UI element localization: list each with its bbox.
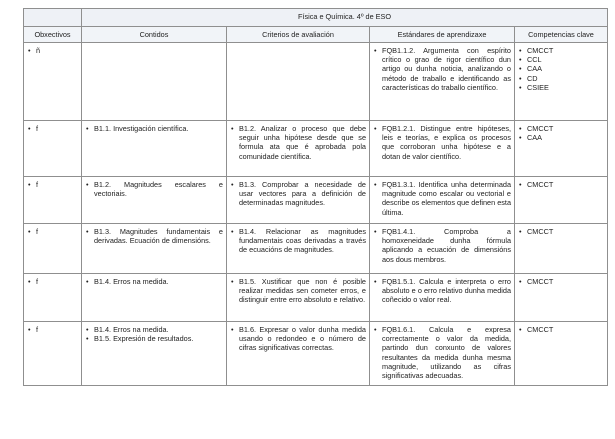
standard-list	[373, 277, 511, 305]
objective-item: • f	[36, 227, 78, 236]
competence-list	[518, 227, 604, 236]
criterion-cell	[227, 177, 370, 224]
competence-item: • CMCCT	[527, 277, 604, 286]
content-item: • B1.5. Expresión de resultados.	[94, 334, 223, 343]
criterion-list	[230, 325, 366, 353]
objective-item: • f	[36, 180, 78, 189]
objective-list	[27, 46, 78, 55]
competence-list	[518, 124, 604, 142]
competence-cell	[515, 177, 608, 224]
criterion-list	[230, 124, 366, 161]
table-row	[24, 177, 608, 224]
objective-item: • ñ	[36, 46, 78, 55]
objective-list	[27, 325, 78, 334]
criterion-item: • B1.3. Comprobar a necesidade de usar vectores para a definición de determinadas magnitudes.	[239, 180, 366, 208]
competence-item: • CAA	[527, 133, 604, 142]
standard-cell	[370, 177, 515, 224]
objective-cell	[24, 274, 82, 322]
competence-item: • CMCCT	[527, 124, 604, 133]
content-cell	[82, 121, 227, 177]
criterion-cell	[227, 224, 370, 274]
competence-cell	[515, 43, 608, 121]
table-body	[24, 43, 608, 386]
table-row	[24, 322, 608, 386]
table-row	[24, 274, 608, 322]
standard-item: • FQB1.5.1. Calcula e interpreta o erro absoluto e o erro relativo dunha medida coñecido o valor real.	[382, 277, 511, 305]
header-competencias: Competencias clave	[515, 27, 608, 43]
competence-list	[518, 277, 604, 286]
competence-item: • CMCCT	[527, 180, 604, 189]
header-contidos: Contidos	[82, 27, 227, 43]
criterion-list	[230, 277, 366, 305]
title-blank-cell	[24, 9, 82, 27]
content-item: • B1.3. Magnitudes fundamentais e derivadas. Ecuación de dimensións.	[94, 227, 223, 245]
competence-item: • CMCCT	[527, 46, 604, 55]
competence-list	[518, 325, 604, 334]
objective-cell	[24, 43, 82, 121]
table-row	[24, 224, 608, 274]
competence-item: • CD	[527, 74, 604, 83]
competence-cell	[515, 121, 608, 177]
content-list	[85, 180, 223, 198]
objective-item: • f	[36, 277, 78, 286]
objective-item: • f	[36, 124, 78, 133]
standard-list	[373, 227, 511, 264]
objective-cell	[24, 322, 82, 386]
content-cell	[82, 177, 227, 224]
objective-list	[27, 180, 78, 189]
curriculum-table	[23, 8, 608, 386]
criterion-item: • B1.4. Relacionar as magnitudes fundamentais coas derivadas a través de ecuacións de magnitudes.	[239, 227, 366, 255]
content-cell	[82, 224, 227, 274]
competence-item: • CAA	[527, 64, 604, 73]
criterion-cell	[227, 322, 370, 386]
standard-cell	[370, 121, 515, 177]
objective-item: • f	[36, 325, 78, 334]
content-list	[85, 325, 223, 343]
competence-item: • CCL	[527, 55, 604, 64]
criterion-cell	[227, 43, 370, 121]
criterion-item: • B1.2. Analizar o proceso que debe seguir unha hipótese desde que se formula ata que é aprobada pola comunidade científica.	[239, 124, 366, 161]
table-row	[24, 43, 608, 121]
criterion-list	[230, 180, 366, 208]
criterion-item: • B1.6. Expresar o valor dunha medida usando o redondeo e o número de cifras significativas correctas.	[239, 325, 366, 353]
standard-cell	[370, 274, 515, 322]
competence-cell	[515, 274, 608, 322]
content-item: • B1.4. Erros na medida.	[94, 277, 223, 286]
competence-item: • CMCCT	[527, 227, 604, 236]
content-list	[85, 124, 223, 133]
content-cell	[82, 274, 227, 322]
objective-cell	[24, 177, 82, 224]
objective-cell	[24, 224, 82, 274]
standard-list	[373, 46, 511, 92]
competence-cell	[515, 322, 608, 386]
standard-cell	[370, 322, 515, 386]
competence-list	[518, 46, 604, 92]
objective-list	[27, 124, 78, 133]
standard-item: • FQB1.1.2. Argumenta con espírito crítico o grao de rigor científico dun artigo ou dunha noticia, analizando o método de traballo e identificando as características do traballo científico.	[382, 46, 511, 92]
header-estandares: Estándares de aprendizaxe	[370, 27, 515, 43]
criterion-item: • B1.5. Xustificar que non é posible realizar medidas sen cometer erros, e distinguir entre erro absoluto e relativo.	[239, 277, 366, 305]
objective-list	[27, 277, 78, 286]
content-item: • B1.4. Erros na medida.	[94, 325, 223, 334]
content-item: • B1.1. Investigación científica.	[94, 124, 223, 133]
competence-cell	[515, 224, 608, 274]
objective-cell	[24, 121, 82, 177]
criterion-cell	[227, 274, 370, 322]
standard-item: • FQB1.6.1. Calcula e expresa correctamente o valor da medida, partindo dun conxunto de valores resultantes da medida dunha mesma magnitude, utilizando as cifras significativas adecuadas.	[382, 325, 511, 380]
standard-cell	[370, 224, 515, 274]
standard-cell	[370, 43, 515, 121]
standard-item: • FQB1.2.1. Distingue entre hipóteses, leis e teorías, e explica os procesos que corroboran unha hipótese e a dotan de valor científico.	[382, 124, 511, 161]
competence-list	[518, 180, 604, 189]
standard-item: • FQB1.3.1. Identifica unha determinada magnitude como escalar ou vectorial e describe os elementos que definen esta última.	[382, 180, 511, 217]
standard-list	[373, 180, 511, 217]
standard-list	[373, 325, 511, 380]
objective-list	[27, 227, 78, 236]
content-list	[85, 277, 223, 286]
content-cell	[82, 43, 227, 121]
table-row	[24, 121, 608, 177]
criterion-list	[230, 227, 366, 255]
criterion-cell	[227, 121, 370, 177]
header-criterios: Criterios de avaliación	[227, 27, 370, 43]
standard-list	[373, 124, 511, 161]
standard-item: • FQB1.4.1. Comproba a homoxeneidade dunha fórmula aplicando a ecuación de dimensións aos dous membros.	[382, 227, 511, 264]
content-list	[85, 227, 223, 245]
competence-item: • CMCCT	[527, 325, 604, 334]
header-obxectivos: Obxectivos	[24, 27, 82, 43]
content-cell	[82, 322, 227, 386]
table-title: Física e Química. 4º de ESO	[82, 9, 608, 27]
content-item: • B1.2. Magnitudes escalares e vectoriais.	[94, 180, 223, 198]
competence-item: • CSIEE	[527, 83, 604, 92]
